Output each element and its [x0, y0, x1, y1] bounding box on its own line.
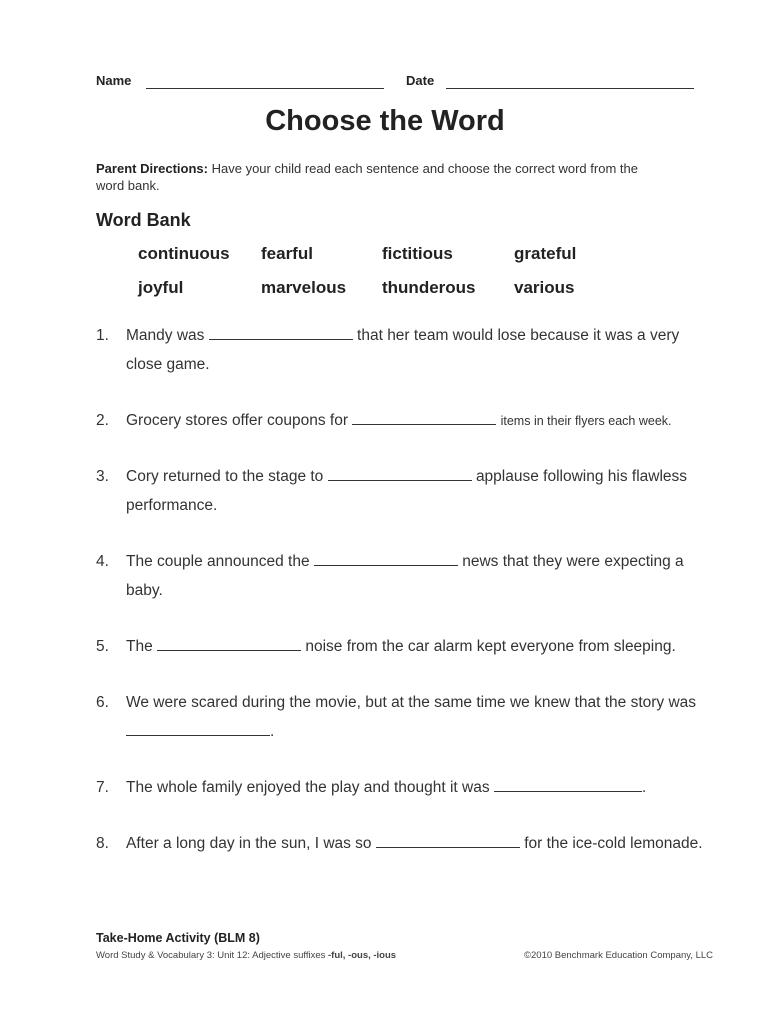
word-bank-word: joyful	[138, 278, 184, 297]
word-bank-word: various	[514, 278, 575, 297]
question-8	[96, 829, 716, 858]
date-field[interactable]	[446, 88, 694, 89]
question-text-after: .	[270, 723, 275, 740]
word-bank-word: continuous	[138, 244, 230, 263]
question-number: 1.	[96, 327, 109, 344]
question-text-before: We were scared during the movie, but at the same time we knew that the story was	[126, 694, 697, 711]
question-1	[96, 321, 716, 379]
question-text-before: Mandy was	[126, 327, 205, 344]
question-text-before: The couple announced the	[126, 553, 310, 570]
question-2	[96, 406, 716, 436]
answer-blank[interactable]	[314, 551, 458, 566]
question-number: 7.	[96, 779, 109, 796]
question-text-after: .	[641, 779, 647, 796]
word-bank-word: grateful	[514, 244, 577, 263]
answer-blank[interactable]	[328, 466, 472, 481]
answer-blank[interactable]	[352, 410, 496, 425]
question-6	[96, 688, 716, 746]
question-number: 3.	[96, 468, 109, 485]
footer-subtitle-prefix: Word Study & Vocabulary 3: Unit 12: Adjective suffixes	[96, 950, 326, 961]
word-bank-heading: Word Bank	[96, 210, 191, 230]
name-field[interactable]	[146, 88, 384, 89]
question-number: 4.	[96, 553, 109, 570]
answer-blank[interactable]	[157, 636, 301, 651]
question-text-after: for the ice-cold lemonade.	[524, 835, 703, 852]
footer-subtitle-suffixes: -ful, -ous, -ious	[328, 950, 397, 961]
page-title: Choose the Word	[265, 105, 505, 137]
answer-blank[interactable]	[209, 325, 353, 340]
question-number: 8.	[96, 835, 109, 852]
directions-label: Parent Directions:	[96, 161, 208, 176]
question-text-after: items in their flyers each week.	[500, 414, 672, 428]
date-label: Date	[406, 73, 435, 88]
question-3	[96, 462, 716, 520]
word-bank-word: fearful	[261, 244, 313, 263]
word-bank-word: fictitious	[382, 244, 453, 263]
question-text-before: The	[126, 638, 153, 655]
question-text-after: that her team would lose because it was a very close game.	[126, 327, 680, 373]
directions-text: Have your child read each sentence and choose the correct word from the word bank.	[96, 161, 638, 193]
question-text-after: applause following his flawless performance.	[126, 468, 688, 514]
question-7	[96, 773, 716, 802]
word-bank-word: marvelous	[261, 278, 347, 297]
name-label: Name	[96, 73, 132, 88]
question-text-after: noise from the car alarm kept everyone from sleeping.	[305, 638, 676, 655]
answer-blank[interactable]	[376, 833, 520, 848]
question-number: 2.	[96, 412, 109, 429]
question-text-before: Grocery stores offer coupons for	[126, 412, 348, 429]
question-text-after: news that they were expecting a baby.	[126, 553, 684, 599]
footer-subtitle	[96, 950, 396, 961]
question-4	[96, 547, 716, 605]
question-text-before: After a long day in the sun, I was so	[126, 835, 372, 852]
question-5	[96, 632, 716, 661]
question-text-before: Cory returned to the stage to	[126, 468, 324, 485]
footer-activity-title: Take-Home Activity (BLM 8)	[96, 931, 260, 945]
question-number: 6.	[96, 694, 109, 711]
answer-blank[interactable]	[494, 777, 642, 792]
question-text-before: The whole family enjoyed the play and thought it was	[126, 779, 490, 796]
question-number: 5.	[96, 638, 109, 655]
word-bank-word: thunderous	[382, 278, 476, 297]
parent-directions	[96, 160, 656, 194]
footer-copyright: ©2010 Benchmark Education Company, LLC	[524, 950, 714, 961]
answer-blank[interactable]	[126, 721, 270, 736]
